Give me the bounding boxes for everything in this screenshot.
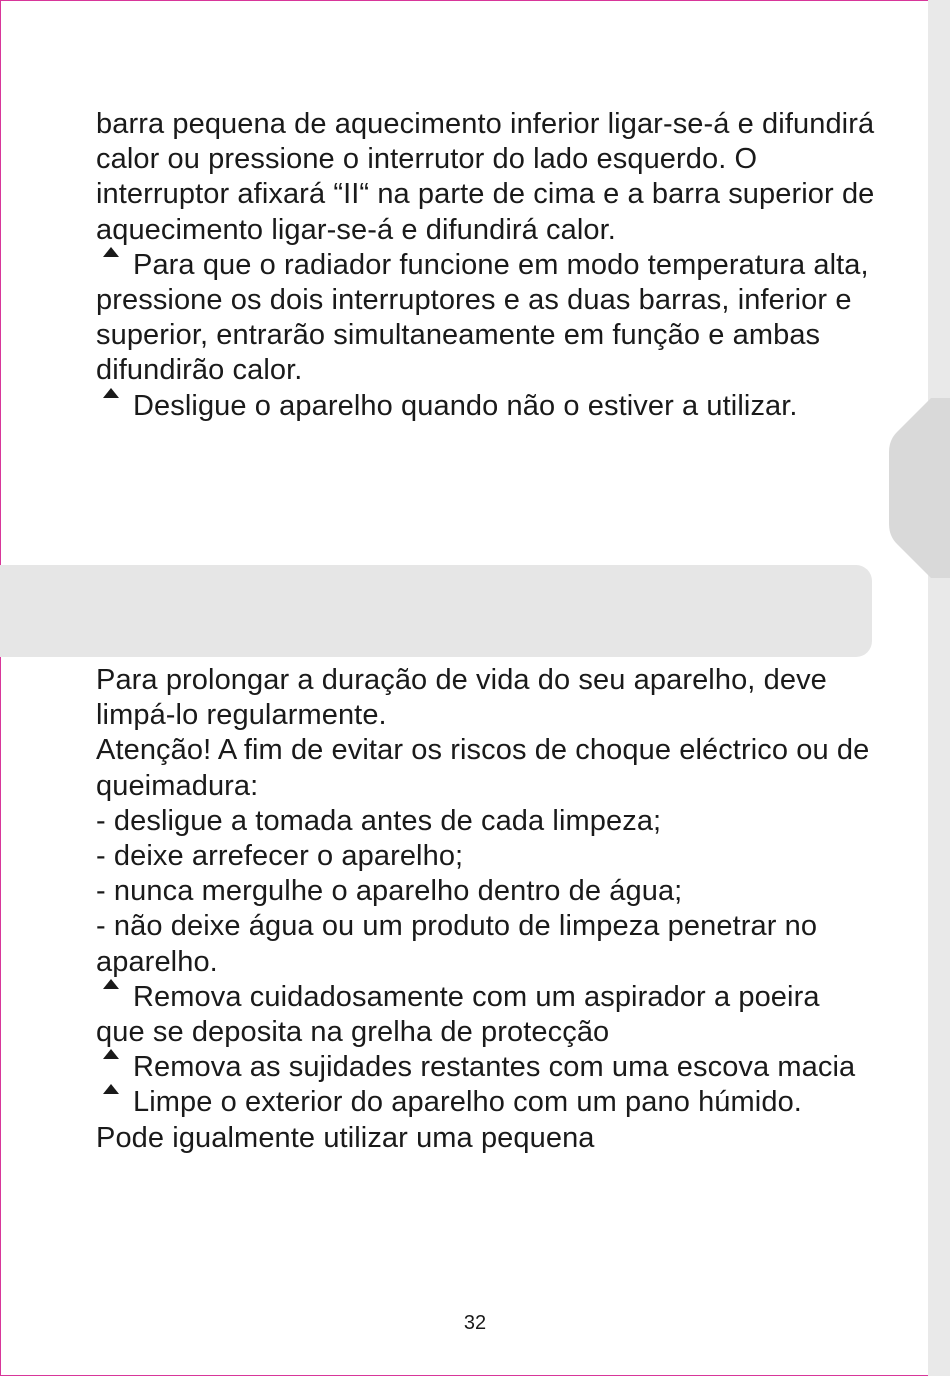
lower-text-block bbox=[96, 663, 876, 1156]
upper-paragraph: barra pequena de aquecimento inferior ligar-se-á e difundirá calor ou pressione o interrutor do lado esquerdo. O interruptor afixará “II“ na parte de cima e a barra superior de aquecimento ligar-se-á e difundirá calor. bbox=[96, 108, 875, 246]
triangle-up-icon bbox=[96, 1056, 133, 1076]
dash-list-item: - deixe arrefecer o aparelho; bbox=[96, 840, 464, 873]
intro-paragraph: Para prolongar a duração de vida do seu aparelho, deve limpá-lo regularmente. bbox=[96, 664, 827, 732]
upper-bullet-text: Para que o radiador funcione em modo temperatura alta, pressione os dois interruptores e as duas barras, inferior e superior, entrarão simultaneamente em função e ambas difundirão calor. bbox=[96, 248, 869, 387]
side-tab bbox=[889, 398, 950, 578]
dash-list-item: - nunca mergulhe o aparelho dentro de água; bbox=[96, 875, 683, 908]
triangle-up-icon bbox=[96, 395, 133, 415]
triangle-up-icon bbox=[96, 1091, 133, 1111]
dash-list-item: - desligue a tomada antes de cada limpeza; bbox=[96, 804, 662, 837]
triangle-up-icon bbox=[96, 254, 133, 274]
lower-bullet-text: Remova cuidadosamente com um aspirador a poeira que se deposita na grelha de protecção bbox=[96, 980, 820, 1049]
dash-list-item: - não deixe água ou um produto de limpeza penetrar no aparelho. bbox=[96, 910, 818, 978]
triangle-up-icon bbox=[96, 986, 133, 1006]
right-margin-strip bbox=[928, 0, 950, 1376]
upper-text-block bbox=[96, 107, 876, 424]
lower-bullet-item bbox=[96, 1085, 876, 1155]
warning-paragraph: Atenção! A fim de evitar os riscos de choque eléctrico ou de queimadura: bbox=[96, 734, 870, 802]
upper-bullet-item bbox=[96, 389, 876, 424]
lower-bullet-text: Remova as sujidades restantes com uma escova macia bbox=[133, 1051, 856, 1084]
upper-bullet-text: Desligue o aparelho quando não o estiver a utilizar. bbox=[133, 389, 798, 422]
section-header-bar bbox=[0, 565, 872, 657]
lower-bullet-text: Limpe o exterior do aparelho com um pano húmido. Pode igualmente utilizar uma pequena bbox=[96, 1086, 802, 1154]
upper-bullet-item bbox=[96, 248, 876, 389]
page-number: 32 bbox=[463, 1312, 487, 1334]
lower-bullet-item bbox=[96, 980, 876, 1050]
lower-bullet-item bbox=[96, 1050, 876, 1085]
